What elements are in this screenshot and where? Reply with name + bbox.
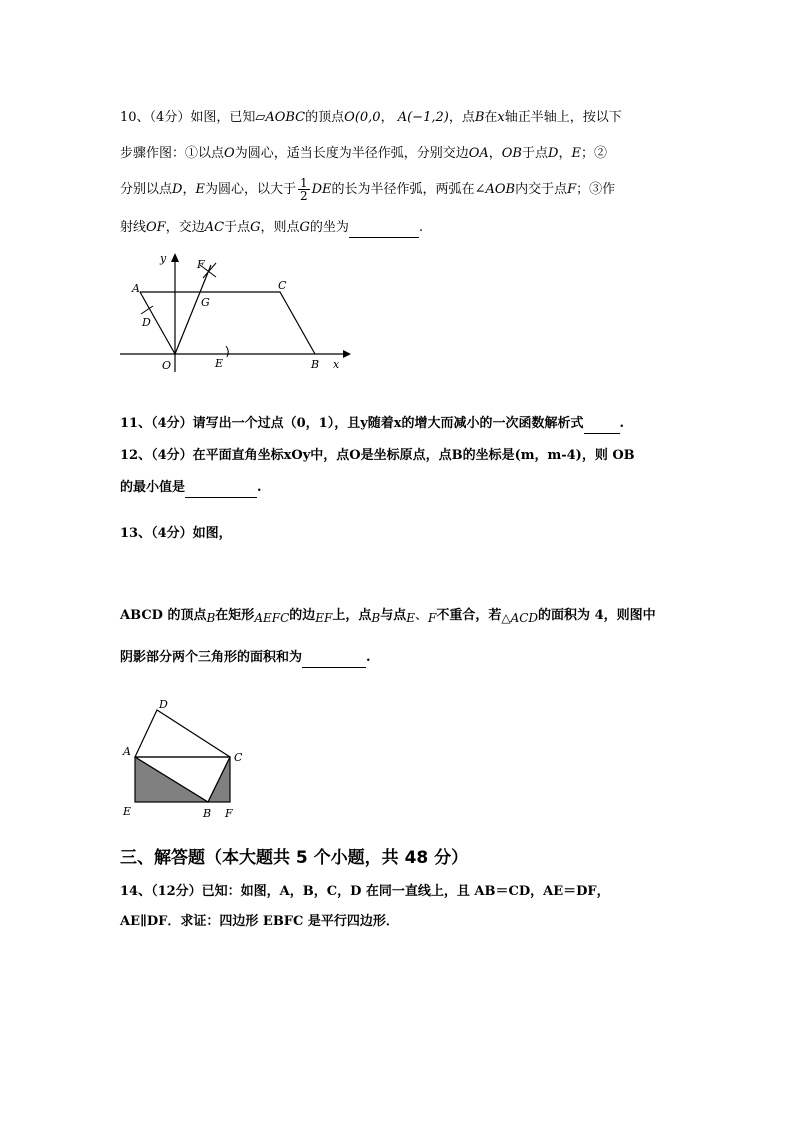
text: 12、（4分）在平面直角坐标xOy中，点O是坐标原点，点B的坐标是(m，m-4)，则 OB [120, 448, 635, 463]
math-text: O(0,0 [344, 110, 381, 125]
fraction-numerator: 1 [299, 176, 308, 190]
text: ， [182, 182, 196, 197]
text: ， [488, 146, 502, 161]
text: 不重合，若 [436, 608, 502, 623]
label-a: A [132, 282, 140, 295]
math-text: AEFC [254, 611, 290, 625]
label-f: F [197, 258, 205, 271]
q12-line-2 [120, 478, 262, 498]
label-g: G [201, 296, 210, 309]
text: 内交于点 [515, 182, 568, 197]
text: ，点 [448, 110, 475, 125]
y-axis-arrow [171, 253, 179, 262]
q10-line-4 [120, 218, 423, 238]
math-text: A(−1,2) [397, 110, 449, 125]
math-text: OA [468, 146, 489, 161]
math-text: x [497, 110, 505, 125]
ray-of [175, 265, 211, 354]
math-text: AOBC [265, 110, 306, 125]
label-c: C [234, 751, 243, 764]
math-text: E [195, 182, 205, 197]
math-text: B [371, 611, 381, 625]
answer-blank[interactable] [349, 223, 419, 238]
label-e: E [123, 805, 132, 818]
label-b: B [311, 358, 320, 371]
text: 射线 [120, 220, 147, 235]
label-o: O [162, 359, 172, 372]
text: 的面积为 4，则图中 [538, 608, 656, 623]
label-e: E [215, 357, 224, 370]
math-text: △ACD [501, 611, 539, 625]
text: 为圆心，适当长度为半径作弧，分别交边 [234, 146, 469, 161]
text: . [418, 220, 424, 235]
math-text: OF [146, 220, 166, 235]
label-y: y [160, 252, 167, 265]
parallelogram-sides [140, 292, 315, 354]
text: ；③作 [576, 182, 616, 197]
q13-line-3 [120, 648, 371, 668]
fraction [298, 177, 310, 202]
label-x: x [333, 358, 340, 371]
figure-rectangle-parallelogram [115, 695, 255, 825]
text: 11、（4分）请写出一个过点（0，1），且y随着x的增大而减小的一次函数解析式 [120, 416, 584, 431]
text: 为圆心，以大于 [204, 182, 296, 197]
math-text: G [250, 220, 261, 235]
arc-mark-e [226, 346, 228, 357]
label-d: D [142, 316, 151, 329]
text: 阴影部分两个三角形的面积和为 [120, 650, 303, 665]
answer-blank[interactable] [584, 419, 620, 434]
text: 在矩形 [215, 608, 255, 623]
q12-line-1 [120, 446, 635, 466]
math-text: OB [501, 146, 522, 161]
q14-line-1 [120, 882, 610, 902]
math-text: D [172, 182, 183, 197]
label-b: B [203, 807, 212, 820]
math-text: AC [204, 220, 225, 235]
math-text: B [474, 110, 485, 125]
text: 的坐为 [309, 220, 349, 235]
text: 分别以点 [120, 182, 173, 197]
label-a: A [123, 745, 131, 758]
text: 于点 [521, 146, 548, 161]
question-number: 10、 [120, 110, 150, 125]
text: 于点 [224, 220, 251, 235]
q10-line-2 [120, 144, 607, 164]
text: 在 [484, 110, 498, 125]
math-text: F [567, 182, 577, 197]
text: 13、（4分）如图， [120, 526, 232, 541]
x-axis-arrow [343, 350, 351, 358]
label-d: D [159, 698, 168, 711]
q11-line [120, 414, 624, 434]
text: 上，点 [332, 608, 372, 623]
math-text: F [428, 611, 437, 625]
text: 14、（12分）已知：如图，A，B，C，D 在同一直线上，且 AB＝CD，AE＝DF， [120, 884, 610, 899]
q10-line-3 [120, 176, 615, 204]
math-text: DE [311, 182, 332, 197]
figure-parallelogram-coordinate [115, 250, 355, 375]
text: ；② [580, 146, 607, 161]
answer-blank[interactable] [185, 483, 257, 498]
text: . [619, 416, 625, 431]
text: 的长为半径作弧，两弧在 [331, 182, 475, 197]
text: ， [380, 110, 394, 125]
math-text: EF [315, 611, 333, 625]
math-text: E [571, 146, 581, 161]
text: 、 [414, 608, 428, 623]
text: 与点 [380, 608, 407, 623]
text: AE∥DF．求证：四边形 EBFC 是平行四边形． [120, 914, 399, 929]
label-f: F [225, 807, 233, 820]
math-text: B [206, 611, 216, 625]
q14-line-2 [120, 912, 399, 932]
parallelogram-symbol: ▱ [255, 110, 266, 125]
math-text: D [548, 146, 559, 161]
text: 的顶点 [305, 110, 345, 125]
section-title: 三、解答题（本大题共 5 个小题，共 48 分） [120, 848, 469, 868]
q13-line-2 [120, 606, 656, 628]
answer-blank[interactable] [302, 653, 366, 668]
math-text: E [406, 611, 415, 625]
label-c: C [278, 279, 287, 292]
q13-line-1 [120, 524, 232, 544]
question-score: （4分） [149, 110, 191, 125]
fraction-denominator: 2 [299, 189, 308, 203]
math-text: O [224, 146, 235, 161]
text: ，则点 [260, 220, 300, 235]
text: ， [558, 146, 572, 161]
text: 的最小值是 [120, 480, 186, 495]
text: . [366, 650, 371, 665]
q10-line-1 [120, 108, 622, 128]
text: 轴正半轴上，按以下 [504, 110, 622, 125]
text: ABCD 的顶点 [120, 608, 207, 623]
text: 的边 [289, 608, 316, 623]
text: 如图，已知 [190, 110, 256, 125]
text: ，交边 [165, 220, 205, 235]
math-text: G [299, 220, 310, 235]
text: 步骤作图：①以点 [120, 146, 225, 161]
text: . [257, 480, 262, 495]
math-text: ∠AOB [474, 182, 516, 197]
